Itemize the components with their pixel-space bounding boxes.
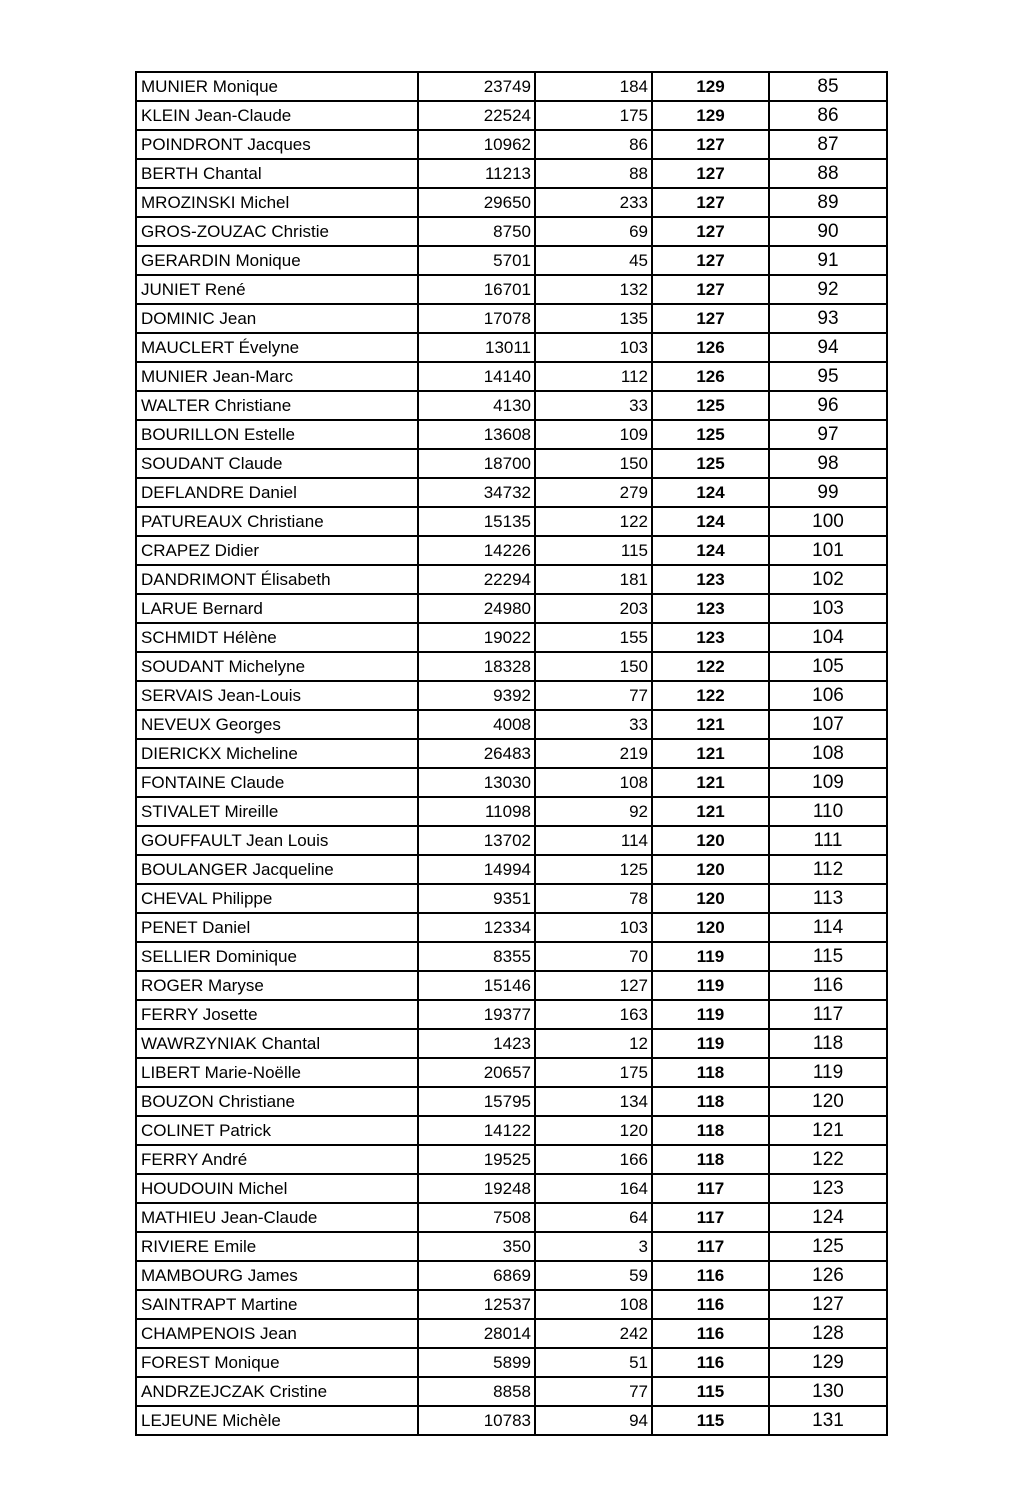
average-cell: 127 [652, 275, 769, 304]
games-count-cell: 86 [535, 130, 652, 159]
rank-cell: 123 [769, 1174, 887, 1203]
rank-cell: 103 [769, 594, 887, 623]
table-row [136, 913, 887, 942]
rank-cell: 114 [769, 913, 887, 942]
total-score-cell: 15146 [418, 971, 535, 1000]
ranking-table-body [136, 72, 887, 1435]
rank-cell: 122 [769, 1145, 887, 1174]
player-name-cell: ROGER Maryse [136, 971, 418, 1000]
table-row [136, 768, 887, 797]
games-count-cell: 12 [535, 1029, 652, 1058]
player-name-cell: HOUDOUIN Michel [136, 1174, 418, 1203]
rank-cell: 126 [769, 1261, 887, 1290]
table-row [136, 1261, 887, 1290]
games-count-cell: 219 [535, 739, 652, 768]
table-row [136, 623, 887, 652]
total-score-cell: 12537 [418, 1290, 535, 1319]
total-score-cell: 7508 [418, 1203, 535, 1232]
rank-cell: 105 [769, 652, 887, 681]
player-name-cell: PATUREAUX Christiane [136, 507, 418, 536]
table-row [136, 1232, 887, 1261]
rank-cell: 111 [769, 826, 887, 855]
rank-cell: 93 [769, 304, 887, 333]
player-name-cell: LEJEUNE Michèle [136, 1406, 418, 1435]
games-count-cell: 155 [535, 623, 652, 652]
games-count-cell: 70 [535, 942, 652, 971]
table-row [136, 1174, 887, 1203]
average-cell: 127 [652, 246, 769, 275]
table-row [136, 246, 887, 275]
average-cell: 125 [652, 391, 769, 420]
player-name-cell: KLEIN Jean-Claude [136, 101, 418, 130]
player-name-cell: SOUDANT Claude [136, 449, 418, 478]
player-name-cell: MAUCLERT Évelyne [136, 333, 418, 362]
table-row [136, 739, 887, 768]
average-cell: 121 [652, 797, 769, 826]
total-score-cell: 13702 [418, 826, 535, 855]
games-count-cell: 181 [535, 565, 652, 594]
total-score-cell: 18328 [418, 652, 535, 681]
games-count-cell: 59 [535, 1261, 652, 1290]
total-score-cell: 11098 [418, 797, 535, 826]
total-score-cell: 5899 [418, 1348, 535, 1377]
average-cell: 116 [652, 1348, 769, 1377]
average-cell: 121 [652, 768, 769, 797]
average-cell: 129 [652, 72, 769, 101]
rank-cell: 127 [769, 1290, 887, 1319]
player-name-cell: MATHIEU Jean-Claude [136, 1203, 418, 1232]
table-row [136, 101, 887, 130]
table-row [136, 159, 887, 188]
total-score-cell: 1423 [418, 1029, 535, 1058]
average-cell: 126 [652, 333, 769, 362]
player-name-cell: DOMINIC Jean [136, 304, 418, 333]
table-row [136, 72, 887, 101]
games-count-cell: 109 [535, 420, 652, 449]
games-count-cell: 33 [535, 391, 652, 420]
rank-cell: 104 [769, 623, 887, 652]
games-count-cell: 163 [535, 1000, 652, 1029]
total-score-cell: 15795 [418, 1087, 535, 1116]
games-count-cell: 51 [535, 1348, 652, 1377]
table-row [136, 1029, 887, 1058]
total-score-cell: 15135 [418, 507, 535, 536]
games-count-cell: 203 [535, 594, 652, 623]
rank-cell: 129 [769, 1348, 887, 1377]
total-score-cell: 6869 [418, 1261, 535, 1290]
average-cell: 116 [652, 1261, 769, 1290]
table-row [136, 826, 887, 855]
table-row [136, 217, 887, 246]
player-name-cell: BOURILLON Estelle [136, 420, 418, 449]
total-score-cell: 19377 [418, 1000, 535, 1029]
games-count-cell: 184 [535, 72, 652, 101]
games-count-cell: 242 [535, 1319, 652, 1348]
average-cell: 125 [652, 449, 769, 478]
total-score-cell: 14140 [418, 362, 535, 391]
player-name-cell: PENET Daniel [136, 913, 418, 942]
rank-cell: 119 [769, 1058, 887, 1087]
rank-cell: 94 [769, 333, 887, 362]
total-score-cell: 4130 [418, 391, 535, 420]
average-cell: 119 [652, 971, 769, 1000]
total-score-cell: 10962 [418, 130, 535, 159]
table-row [136, 971, 887, 1000]
table-row [136, 942, 887, 971]
games-count-cell: 77 [535, 681, 652, 710]
table-row [136, 681, 887, 710]
table-row [136, 797, 887, 826]
table-row [136, 304, 887, 333]
average-cell: 119 [652, 1029, 769, 1058]
games-count-cell: 69 [535, 217, 652, 246]
games-count-cell: 279 [535, 478, 652, 507]
player-name-cell: MROZINSKI Michel [136, 188, 418, 217]
player-name-cell: FERRY André [136, 1145, 418, 1174]
games-count-cell: 108 [535, 1290, 652, 1319]
player-name-cell: SOUDANT Michelyne [136, 652, 418, 681]
rank-cell: 118 [769, 1029, 887, 1058]
games-count-cell: 150 [535, 652, 652, 681]
player-name-cell: FONTAINE Claude [136, 768, 418, 797]
total-score-cell: 8858 [418, 1377, 535, 1406]
total-score-cell: 4008 [418, 710, 535, 739]
rank-cell: 130 [769, 1377, 887, 1406]
rank-cell: 110 [769, 797, 887, 826]
table-row [136, 652, 887, 681]
average-cell: 116 [652, 1319, 769, 1348]
average-cell: 126 [652, 362, 769, 391]
player-name-cell: CHEVAL Philippe [136, 884, 418, 913]
table-row [136, 420, 887, 449]
average-cell: 123 [652, 594, 769, 623]
average-cell: 116 [652, 1290, 769, 1319]
player-name-cell: CRAPEZ Didier [136, 536, 418, 565]
games-count-cell: 115 [535, 536, 652, 565]
games-count-cell: 64 [535, 1203, 652, 1232]
player-name-cell: DANDRIMONT Élisabeth [136, 565, 418, 594]
average-cell: 122 [652, 681, 769, 710]
player-name-cell: NEVEUX Georges [136, 710, 418, 739]
rank-cell: 96 [769, 391, 887, 420]
player-name-cell: SELLIER Dominique [136, 942, 418, 971]
table-row [136, 130, 887, 159]
rank-cell: 98 [769, 449, 887, 478]
games-count-cell: 33 [535, 710, 652, 739]
table-row [136, 1377, 887, 1406]
player-name-cell: FERRY Josette [136, 1000, 418, 1029]
table-row [136, 275, 887, 304]
rank-cell: 112 [769, 855, 887, 884]
average-cell: 127 [652, 304, 769, 333]
rank-cell: 90 [769, 217, 887, 246]
average-cell: 117 [652, 1203, 769, 1232]
rank-cell: 131 [769, 1406, 887, 1435]
rank-cell: 115 [769, 942, 887, 971]
total-score-cell: 23749 [418, 72, 535, 101]
total-score-cell: 19248 [418, 1174, 535, 1203]
player-name-cell: BOULANGER Jacqueline [136, 855, 418, 884]
average-cell: 129 [652, 101, 769, 130]
rank-cell: 100 [769, 507, 887, 536]
total-score-cell: 14994 [418, 855, 535, 884]
average-cell: 121 [652, 710, 769, 739]
total-score-cell: 22524 [418, 101, 535, 130]
total-score-cell: 18700 [418, 449, 535, 478]
rank-cell: 117 [769, 1000, 887, 1029]
average-cell: 127 [652, 130, 769, 159]
table-row [136, 1319, 887, 1348]
rank-cell: 106 [769, 681, 887, 710]
player-name-cell: WAWRZYNIAK Chantal [136, 1029, 418, 1058]
player-name-cell: LIBERT Marie-Noëlle [136, 1058, 418, 1087]
player-name-cell: GERARDIN Monique [136, 246, 418, 275]
average-cell: 124 [652, 536, 769, 565]
table-row [136, 1203, 887, 1232]
table-row [136, 478, 887, 507]
rank-cell: 108 [769, 739, 887, 768]
average-cell: 115 [652, 1406, 769, 1435]
total-score-cell: 34732 [418, 478, 535, 507]
rank-cell: 97 [769, 420, 887, 449]
average-cell: 119 [652, 1000, 769, 1029]
total-score-cell: 12334 [418, 913, 535, 942]
player-name-cell: WALTER Christiane [136, 391, 418, 420]
games-count-cell: 88 [535, 159, 652, 188]
total-score-cell: 13011 [418, 333, 535, 362]
average-cell: 118 [652, 1058, 769, 1087]
total-score-cell: 14122 [418, 1116, 535, 1145]
games-count-cell: 120 [535, 1116, 652, 1145]
player-name-cell: FOREST Monique [136, 1348, 418, 1377]
rank-cell: 113 [769, 884, 887, 913]
rank-cell: 92 [769, 275, 887, 304]
total-score-cell: 19525 [418, 1145, 535, 1174]
games-count-cell: 94 [535, 1406, 652, 1435]
table-row [136, 362, 887, 391]
games-count-cell: 122 [535, 507, 652, 536]
average-cell: 127 [652, 217, 769, 246]
player-name-cell: MAMBOURG James [136, 1261, 418, 1290]
rank-cell: 107 [769, 710, 887, 739]
rank-cell: 124 [769, 1203, 887, 1232]
player-name-cell: DEFLANDRE Daniel [136, 478, 418, 507]
player-name-cell: BOUZON Christiane [136, 1087, 418, 1116]
average-cell: 123 [652, 565, 769, 594]
average-cell: 115 [652, 1377, 769, 1406]
table-row [136, 1348, 887, 1377]
games-count-cell: 112 [535, 362, 652, 391]
rank-cell: 120 [769, 1087, 887, 1116]
player-name-cell: LARUE Bernard [136, 594, 418, 623]
total-score-cell: 14226 [418, 536, 535, 565]
games-count-cell: 125 [535, 855, 652, 884]
games-count-cell: 134 [535, 1087, 652, 1116]
average-cell: 123 [652, 623, 769, 652]
total-score-cell: 13608 [418, 420, 535, 449]
rank-cell: 88 [769, 159, 887, 188]
average-cell: 118 [652, 1087, 769, 1116]
player-name-cell: COLINET Patrick [136, 1116, 418, 1145]
rank-cell: 116 [769, 971, 887, 1000]
average-cell: 117 [652, 1232, 769, 1261]
table-row [136, 1000, 887, 1029]
player-name-cell: SERVAIS Jean-Louis [136, 681, 418, 710]
rank-cell: 101 [769, 536, 887, 565]
average-cell: 117 [652, 1174, 769, 1203]
rank-cell: 95 [769, 362, 887, 391]
table-row [136, 333, 887, 362]
total-score-cell: 8355 [418, 942, 535, 971]
games-count-cell: 103 [535, 913, 652, 942]
player-name-cell: JUNIET René [136, 275, 418, 304]
table-row [136, 507, 887, 536]
rank-cell: 102 [769, 565, 887, 594]
games-count-cell: 233 [535, 188, 652, 217]
games-count-cell: 92 [535, 797, 652, 826]
average-cell: 120 [652, 884, 769, 913]
average-cell: 118 [652, 1145, 769, 1174]
average-cell: 121 [652, 739, 769, 768]
rank-cell: 91 [769, 246, 887, 275]
games-count-cell: 127 [535, 971, 652, 1000]
total-score-cell: 16701 [418, 275, 535, 304]
total-score-cell: 5701 [418, 246, 535, 275]
total-score-cell: 22294 [418, 565, 535, 594]
rank-cell: 99 [769, 478, 887, 507]
games-count-cell: 132 [535, 275, 652, 304]
player-name-cell: SAINTRAPT Martine [136, 1290, 418, 1319]
total-score-cell: 29650 [418, 188, 535, 217]
average-cell: 120 [652, 855, 769, 884]
table-row [136, 1290, 887, 1319]
table-row [136, 449, 887, 478]
total-score-cell: 350 [418, 1232, 535, 1261]
games-count-cell: 166 [535, 1145, 652, 1174]
player-name-cell: MUNIER Jean-Marc [136, 362, 418, 391]
average-cell: 125 [652, 420, 769, 449]
player-name-cell: BERTH Chantal [136, 159, 418, 188]
total-score-cell: 13030 [418, 768, 535, 797]
games-count-cell: 77 [535, 1377, 652, 1406]
player-name-cell: SCHMIDT Hélène [136, 623, 418, 652]
average-cell: 127 [652, 188, 769, 217]
player-name-cell: GROS-ZOUZAC Christie [136, 217, 418, 246]
games-count-cell: 175 [535, 101, 652, 130]
total-score-cell: 26483 [418, 739, 535, 768]
total-score-cell: 8750 [418, 217, 535, 246]
games-count-cell: 108 [535, 768, 652, 797]
table-row [136, 1087, 887, 1116]
average-cell: 118 [652, 1116, 769, 1145]
rank-cell: 109 [769, 768, 887, 797]
player-name-cell: CHAMPENOIS Jean [136, 1319, 418, 1348]
rank-cell: 121 [769, 1116, 887, 1145]
total-score-cell: 19022 [418, 623, 535, 652]
total-score-cell: 28014 [418, 1319, 535, 1348]
average-cell: 119 [652, 942, 769, 971]
player-name-cell: GOUFFAULT Jean Louis [136, 826, 418, 855]
table-row [136, 884, 887, 913]
average-cell: 124 [652, 478, 769, 507]
games-count-cell: 175 [535, 1058, 652, 1087]
total-score-cell: 9392 [418, 681, 535, 710]
total-score-cell: 10783 [418, 1406, 535, 1435]
average-cell: 127 [652, 159, 769, 188]
rank-cell: 89 [769, 188, 887, 217]
rank-cell: 85 [769, 72, 887, 101]
games-count-cell: 150 [535, 449, 652, 478]
table-row [136, 536, 887, 565]
table-row [136, 1406, 887, 1435]
rank-cell: 125 [769, 1232, 887, 1261]
table-row [136, 188, 887, 217]
average-cell: 120 [652, 826, 769, 855]
table-row [136, 1058, 887, 1087]
average-cell: 124 [652, 507, 769, 536]
table-row [136, 1145, 887, 1174]
player-name-cell: STIVALET Mireille [136, 797, 418, 826]
games-count-cell: 164 [535, 1174, 652, 1203]
table-row [136, 565, 887, 594]
player-name-cell: MUNIER Monique [136, 72, 418, 101]
total-score-cell: 11213 [418, 159, 535, 188]
total-score-cell: 9351 [418, 884, 535, 913]
games-count-cell: 114 [535, 826, 652, 855]
games-count-cell: 103 [535, 333, 652, 362]
total-score-cell: 20657 [418, 1058, 535, 1087]
player-name-cell: POINDRONT Jacques [136, 130, 418, 159]
table-row [136, 1116, 887, 1145]
player-name-cell: ANDRZEJCZAK Cristine [136, 1377, 418, 1406]
player-name-cell: DIERICKX Micheline [136, 739, 418, 768]
total-score-cell: 17078 [418, 304, 535, 333]
average-cell: 120 [652, 913, 769, 942]
player-name-cell: RIVIERE Emile [136, 1232, 418, 1261]
games-count-cell: 78 [535, 884, 652, 913]
games-count-cell: 3 [535, 1232, 652, 1261]
table-row [136, 710, 887, 739]
table-row [136, 594, 887, 623]
games-count-cell: 45 [535, 246, 652, 275]
rank-cell: 87 [769, 130, 887, 159]
table-row [136, 855, 887, 884]
rank-cell: 86 [769, 101, 887, 130]
games-count-cell: 135 [535, 304, 652, 333]
ranking-table [135, 71, 888, 1436]
table-row [136, 391, 887, 420]
average-cell: 122 [652, 652, 769, 681]
rank-cell: 128 [769, 1319, 887, 1348]
total-score-cell: 24980 [418, 594, 535, 623]
